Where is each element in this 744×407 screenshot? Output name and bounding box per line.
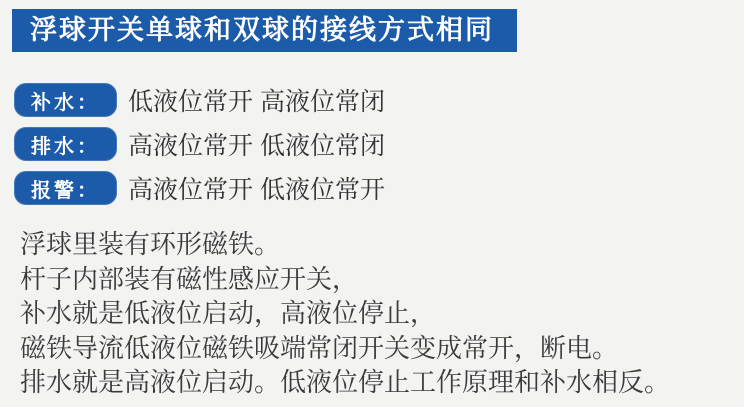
description-line: 浮球里装有环形磁铁。 [20,229,281,259]
rule-row-alarm [14,170,385,206]
drainage-badge: 排水： [14,127,117,161]
alarm-rule-text: 高液位常开 低液位常开 [128,176,385,204]
rule-row-drainage [14,126,385,162]
water-supply-badge: 补水： [14,83,117,117]
drainage-rule-text: 高液位常开 低液位常闭 [128,132,385,160]
water-supply-rule-text: 低液位常开 高液位常闭 [128,88,385,116]
description-line: 磁铁导流低液位磁铁吸端常闭开关变成常开，断电。 [20,332,619,363]
description-line: 补水就是低液位启动，高液位停止， [20,298,437,328]
description-line: 杆子内部装有磁性感应开关， [20,263,359,294]
description-line: 排水就是高液位启动。低液位停止工作原理和补水相反。 [20,367,671,397]
rule-row-water-supply [14,82,385,118]
page-title: 浮球开关单球和双球的接线方式相同 [12,9,517,52]
working-principle-description [20,227,740,400]
alarm-badge: 报警： [14,171,117,205]
